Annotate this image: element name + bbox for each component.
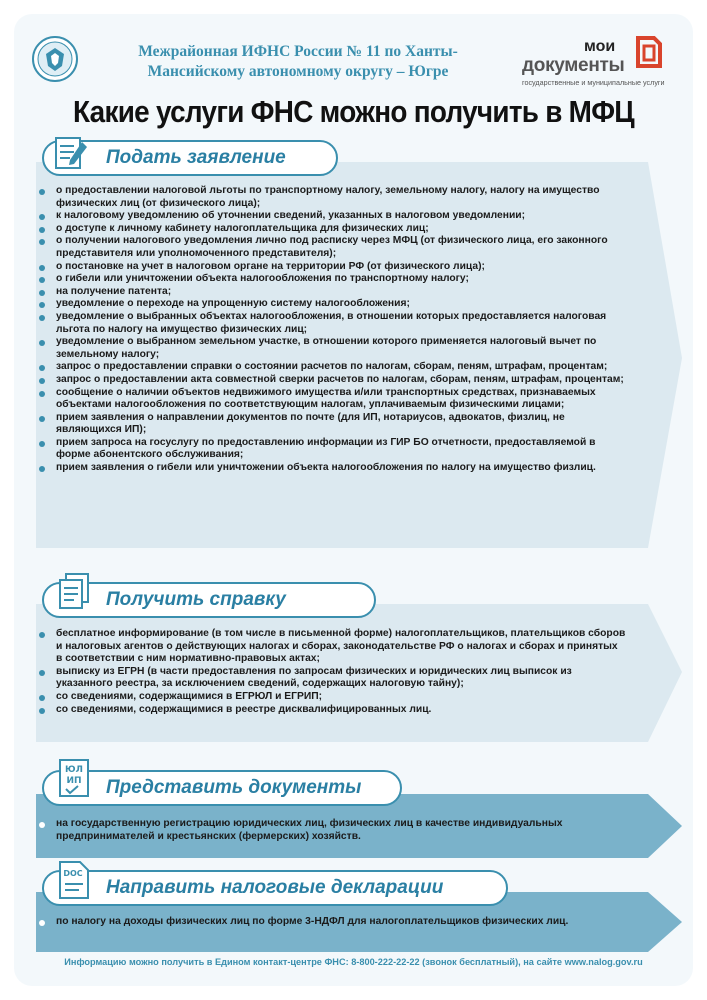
list-item: сообщение о наличии объектов недвижимого имущества и/или транспортных средствах, признаваемых объектами налогообложения по соответствующим налогам, уплачиваемым физическими лицами; <box>36 387 626 412</box>
list-item: на получение патента; <box>36 286 626 299</box>
list-item: со сведениями, содержащимися в ЕГРЮЛ и ЕГРИП; <box>36 691 626 704</box>
doc-file-icon <box>54 860 94 900</box>
mfc-logo <box>520 34 670 94</box>
list-item: о доступе к личному кабинету налогоплательщика для физических лиц; <box>36 223 626 236</box>
mfc-logo-line2: документы <box>522 55 625 76</box>
documents-icon <box>56 572 96 612</box>
section-tax-declarations-heading <box>42 870 508 906</box>
list-item: запрос о предоставлении справки о состоянии расчетов по налогам, сборам, пеням, штрафам, процентам; <box>36 361 626 374</box>
mfc-logo-line3: государственные и муниципальные услуги <box>522 78 665 87</box>
list-item: выписку из ЕГРН (в части предоставления по запросам физических и юридических лиц выписок из указанного реестра, за исключением сведений, содержащих налоговую тайну); <box>36 666 626 691</box>
section-apply-list <box>36 185 626 475</box>
list-item: бесплатное информирование (в том числе в письменной форме) налогоплательщиков, плательщиков сборов и налоговых агентов о действующих налогах и сборах, законодательстве РФ о налогах и сборах и принятых в соответствии с ним нормативно-правовых актах; <box>36 628 626 666</box>
section-submit-documents-list <box>36 818 626 843</box>
list-item: о гибели или уничтожении объекта налогообложения по транспортному налогу; <box>36 273 626 286</box>
list-item: прием запроса на госуслугу по предоставлению информации из ГИР БО отчетности, предоставляемой в форме абонентского обслуживания; <box>36 437 626 462</box>
section-certificate-list <box>36 628 626 716</box>
section-certificate <box>36 580 684 745</box>
list-item: прием заявления о гибели или уничтожении объекта налогообложения по налогу на имущество физлиц. <box>36 462 626 475</box>
footer-contact: Информацию можно получить в Едином контакт-центре ФНС: 8-800-222-22-22 (звонок бесплатный), на сайте www.nalog.gov.ru <box>64 957 643 967</box>
section-apply-heading-label: Подать заявление <box>106 147 286 168</box>
section-submit-documents <box>36 765 684 860</box>
section-certificate-heading-label: Получить справку <box>106 589 286 610</box>
list-item: прием заявления о направлении документов по почте (для ИП, нотариусов, адвокатов, физлиц, не являющихся ИП); <box>36 412 626 437</box>
list-item: о получении налогового уведомления лично под расписку через МФЦ (от физического лица, его законного представителя или уполномоченного представителя); <box>36 235 626 260</box>
form-edit-icon <box>52 134 92 174</box>
mfc-mark-icon <box>632 36 662 68</box>
list-item: к налоговому уведомлению об уточнении сведений, указанных в налоговом уведомлении; <box>36 210 626 223</box>
list-item: уведомление о выбранном земельном участке, в отношении которого применяется налоговый вычет по земельному налогу; <box>36 336 626 361</box>
header <box>0 20 707 100</box>
mfc-logo-line1: мои <box>584 38 616 55</box>
ip-label: ИП <box>66 776 82 786</box>
list-item: на государственную регистрацию юридических лиц, физических лиц в качестве индивидуальных предпринимателей и крестьянских (фермерских) хозяйств. <box>36 818 626 843</box>
list-item: уведомление о выбранных объектах налогообложения, в отношении которых предоставляется налоговая льгота по налогу на имущество физических лиц; <box>36 311 626 336</box>
org-title-line2: Мансийскому автономному округу – Югре <box>147 63 449 80</box>
page-title: Какие услуги ФНС можно получить в МФЦ <box>73 94 634 129</box>
list-item: со сведениями, содержащимися в реестре дисквалифицированных лиц. <box>36 704 626 717</box>
org-title <box>98 42 498 82</box>
section-apply <box>36 140 684 550</box>
org-title-line1: Межрайонная ИФНС России № 11 по Ханты- <box>138 43 458 60</box>
section-tax-declarations-list <box>36 916 626 929</box>
list-item: запрос о предоставлении акта совместной сверки расчетов по налогам, сборам, пеням, штрафам, процентам; <box>36 374 626 387</box>
section-tax-declarations <box>36 866 684 956</box>
ul-label: ЮЛ <box>64 765 84 775</box>
ul-ip-document-icon <box>54 758 94 798</box>
section-submit-documents-heading-label: Представить документы <box>106 777 362 798</box>
list-item: о постановке на учет в налоговом органе на территории РФ (от физического лица); <box>36 261 626 274</box>
list-item: о предоставлении налоговой льготы по транспортному налогу, земельному налогу, налогу на имущество физических лиц (от физического лица); <box>36 185 626 210</box>
section-submit-documents-heading <box>42 770 402 806</box>
doc-label: DOC <box>63 869 83 878</box>
list-item: по налогу на доходы физических лиц по форме 3-НДФЛ для налогоплательщиков физических лиц. <box>36 916 626 929</box>
section-tax-declarations-heading-label: Направить налоговые декларации <box>106 877 444 898</box>
fns-emblem-icon <box>32 36 78 82</box>
list-item: уведомление о переходе на упрощенную систему налогообложения; <box>36 298 626 311</box>
